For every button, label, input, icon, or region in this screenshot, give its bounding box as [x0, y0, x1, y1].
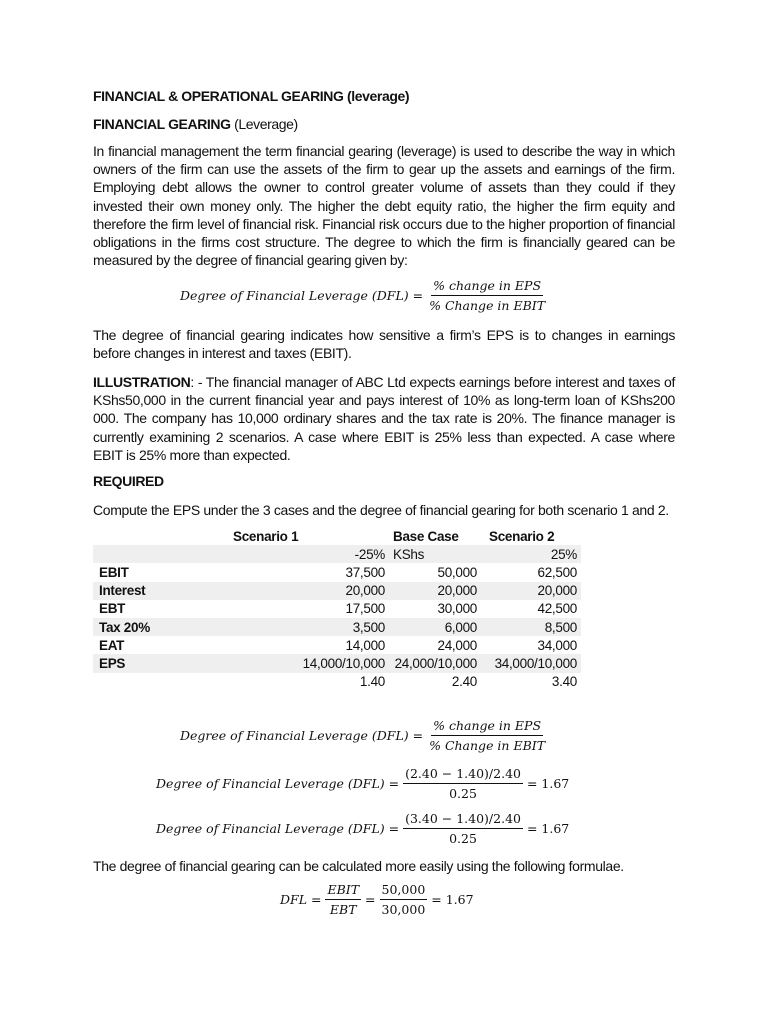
dfl-formula-repeat-lhs: Degree of Financial Leverage (DFL) =	[180, 728, 424, 743]
row-scenario-1: 14,000	[345, 637, 385, 653]
short-formula-equals: =	[365, 892, 376, 907]
row-label: EAT	[99, 637, 125, 653]
row-label: EPS	[93, 654, 163, 672]
eps-table	[93, 527, 581, 691]
short-formula-fraction-1	[325, 882, 361, 917]
table-row	[93, 673, 581, 691]
row-label: Interest	[93, 582, 163, 600]
short-formula-ebit: EBIT	[325, 882, 361, 900]
calc1-numerator: (2.40 − 1.40)/2.40	[403, 766, 523, 784]
document-title: FINANCIAL & OPERATIONAL GEARING (leverage)	[93, 88, 410, 104]
row-scenario-1: 17,500	[345, 601, 385, 617]
table-row	[93, 654, 581, 672]
short-formula-lhs: DFL =	[280, 892, 322, 907]
row-label: EBIT	[99, 564, 129, 580]
row-scenario-1: -25%	[163, 545, 385, 563]
calc1-result: = 1.67	[526, 776, 570, 791]
row-scenario-1: 20,000	[163, 582, 385, 600]
row-label	[93, 545, 163, 563]
easier-method-text: The degree of financial gearing can be calculated more easily using the following formulae.	[93, 858, 624, 874]
row-base-case: 2.40	[451, 674, 477, 690]
row-base-case: 24,000/10,000	[385, 654, 477, 672]
calc1-denominator: 0.25	[449, 786, 477, 801]
table-header-scenario-1: Scenario 1	[233, 528, 299, 544]
dfl-formula-numerator: % change in EPS	[431, 278, 543, 296]
calc2-numerator: (3.40 − 1.40)/2.40	[403, 811, 523, 829]
short-formula-numerator: 50,000	[380, 882, 428, 900]
row-scenario-2: 42,500	[537, 601, 577, 617]
dfl-calc-scenario-2	[156, 811, 569, 846]
row-label: Tax 20%	[93, 618, 163, 636]
row-scenario-1: 37,500	[345, 564, 385, 580]
section-heading-bold: FINANCIAL GEARING	[93, 116, 231, 132]
table-row	[93, 636, 581, 654]
dfl-formula-repeat-numerator: % change in EPS	[431, 718, 543, 736]
row-scenario-2: 34,000	[537, 637, 577, 653]
dfl-short-formula	[280, 882, 474, 917]
illustration-text: : - The financial manager of ABC Ltd expects earnings before interest and taxes of KShs50,000 in the current financial year and pays interest of 10% as long-term loan of KShs200 000. The company has 10,000 ordinary shares and the tax rate is 20%. The finance manager is currently examining 2 scenarios. A case where EBIT is 25% less than expected. A case where EBIT is 25% more than expected.	[93, 374, 675, 463]
short-formula-ebt: EBT	[329, 902, 357, 917]
short-formula-fraction-2	[380, 882, 428, 917]
dfl-formula-repeat	[180, 718, 551, 753]
dfl-formula-repeat-denominator: % Change in EBIT	[429, 738, 546, 753]
dfl-formula-repeat-fraction	[427, 718, 547, 753]
table-row	[93, 618, 581, 636]
table-header-base-case: Base Case	[393, 528, 459, 544]
row-scenario-2: 8,500	[477, 618, 581, 636]
calc2-denominator: 0.25	[449, 831, 477, 846]
dfl-formula	[180, 278, 551, 313]
row-scenario-1: 14,000/10,000	[163, 654, 385, 672]
table-header-scenario-2: Scenario 2	[489, 528, 555, 544]
calc2-lhs: Degree of Financial Leverage (DFL) =	[156, 821, 400, 836]
calc1-fraction	[403, 766, 523, 801]
short-formula-denominator: 30,000	[381, 902, 426, 917]
row-label: EBT	[99, 601, 126, 617]
row-scenario-2: 34,000/10,000	[477, 654, 581, 672]
dfl-formula-lhs: Degree of Financial Leverage (DFL) =	[180, 288, 424, 303]
required-heading: REQUIRED	[93, 473, 164, 489]
illustration-paragraph	[93, 373, 675, 464]
calc2-fraction	[403, 811, 523, 846]
table-row	[93, 600, 581, 618]
row-base-case: 6,000	[385, 618, 477, 636]
dfl-formula-denominator: % Change in EBIT	[429, 298, 546, 313]
row-scenario-2: 3.40	[551, 674, 577, 690]
row-label	[93, 673, 163, 691]
table-row	[93, 563, 581, 581]
row-base-case: 30,000	[437, 601, 477, 617]
section-heading-normal: (Leverage)	[230, 116, 298, 132]
row-base-case: 20,000	[385, 582, 477, 600]
row-base-case: 24,000	[437, 637, 477, 653]
row-scenario-1: 3,500	[163, 618, 385, 636]
table-header-blank	[93, 527, 163, 545]
calc1-lhs: Degree of Financial Leverage (DFL) =	[156, 776, 400, 791]
row-scenario-2: 25%	[477, 545, 581, 563]
illustration-label: ILLUSTRATION	[93, 374, 191, 390]
row-base-case: 50,000	[437, 564, 477, 580]
short-formula-result: = 1.67	[431, 892, 474, 907]
sensitivity-paragraph: The degree of financial gearing indicates how sensitive a firm’s EPS is to changes in earnings before changes in interest and taxes (EBIT).	[93, 327, 675, 362]
dfl-formula-fraction	[427, 278, 547, 313]
dfl-calc-scenario-1	[156, 766, 569, 801]
table-header-row	[93, 527, 581, 545]
required-text: Compute the EPS under the 3 cases and the degree of financial gearing for both scenario 1 and 2.	[93, 502, 669, 518]
row-scenario-1: 1.40	[359, 674, 385, 690]
intro-paragraph: In financial management the term financial gearing (leverage) is used to describe the way in which owners of the firm can use the assets of the firm to gear up the assets and earnings of the firm. Employing debt allows the owner to control greater volume of assets than they could if they invested their own money only. The higher the debt equity ratio, the higher the firm equity and therefore the firm level of financial risk. Financial risk occurs due to the higher proportion of financial obligations in the firms cost structure. The degree to which the firm is financially geared can be measured by the degree of financial gearing given by:	[93, 143, 675, 269]
table-row	[93, 545, 581, 563]
row-scenario-2: 20,000	[477, 582, 581, 600]
row-base-case: KShs	[385, 545, 477, 563]
table-row	[93, 582, 581, 600]
row-scenario-2: 62,500	[537, 564, 577, 580]
section-heading	[93, 116, 298, 132]
calc2-result: = 1.67	[526, 821, 570, 836]
